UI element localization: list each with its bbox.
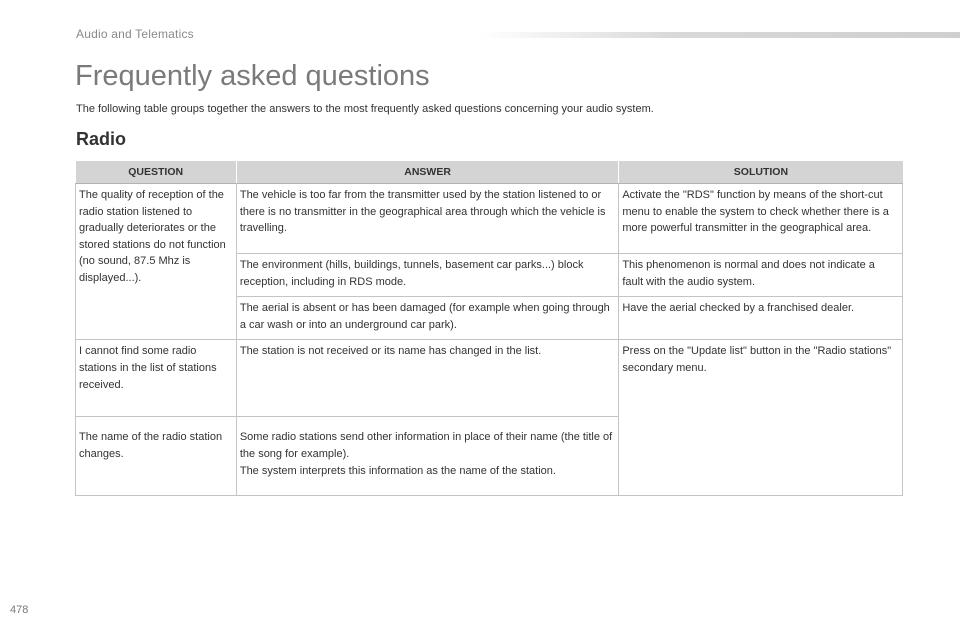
- answer-line: Some radio stations send other information in place of their name (the title of the song for example).: [239, 431, 613, 460]
- question-cell: I cannot find some radio stations in the list of stations received.: [76, 340, 237, 417]
- intro-text: The following table groups together the answers to the most frequently asked questions concerning your audio system.: [76, 103, 654, 115]
- column-header-solution: SOLUTION: [619, 161, 903, 184]
- answer-line: The system interprets this information as the name of the station.: [239, 464, 556, 477]
- page-number: 478: [10, 604, 29, 616]
- answer-cell: The environment (hills, buildings, tunnels, basement car parks...) block reception, including in RDS mode.: [236, 254, 618, 297]
- question-cell: The name of the radio station changes.: [76, 417, 237, 496]
- column-header-answer: ANSWER: [236, 161, 618, 184]
- section-subheading: Radio: [76, 129, 127, 149]
- page-title: Frequently asked questions: [75, 60, 430, 92]
- table-row: [76, 340, 903, 417]
- answer-cell: The station is not received or its name has changed in the list.: [236, 340, 618, 417]
- solution-cell: Have the aerial checked by a franchised dealer.: [619, 297, 903, 340]
- question-cell: The quality of reception of the radio station listened to gradually deteriorates or the stored stations do not function (no sound, 87.5 Mhz is displayed...).: [76, 184, 237, 340]
- answer-cell: The aerial is absent or has been damaged (for example when going through a car wash or into an underground car park).: [236, 297, 618, 340]
- section-header: Audio and Telematics: [76, 27, 194, 41]
- solution-cell: Activate the "RDS" function by means of the short-cut menu to enable the system to check whether there is a more powerful transmitter in the geographical area.: [619, 184, 903, 254]
- faq-table: [75, 161, 903, 496]
- column-header-question: QUESTION: [76, 161, 237, 184]
- solution-cell: This phenomenon is normal and does not indicate a fault with the audio system.: [619, 254, 903, 297]
- answer-cell: [236, 417, 618, 496]
- solution-cell: Press on the "Update list" button in the "Radio stations" secondary menu.: [619, 340, 903, 496]
- answer-cell: The vehicle is too far from the transmitter used by the station listened to or there is no transmitter in the geographical area through which the vehicle is travelling.: [236, 184, 618, 254]
- table-header-row: [76, 161, 903, 184]
- table-row: [76, 184, 903, 254]
- header-divider-bar: [480, 32, 960, 38]
